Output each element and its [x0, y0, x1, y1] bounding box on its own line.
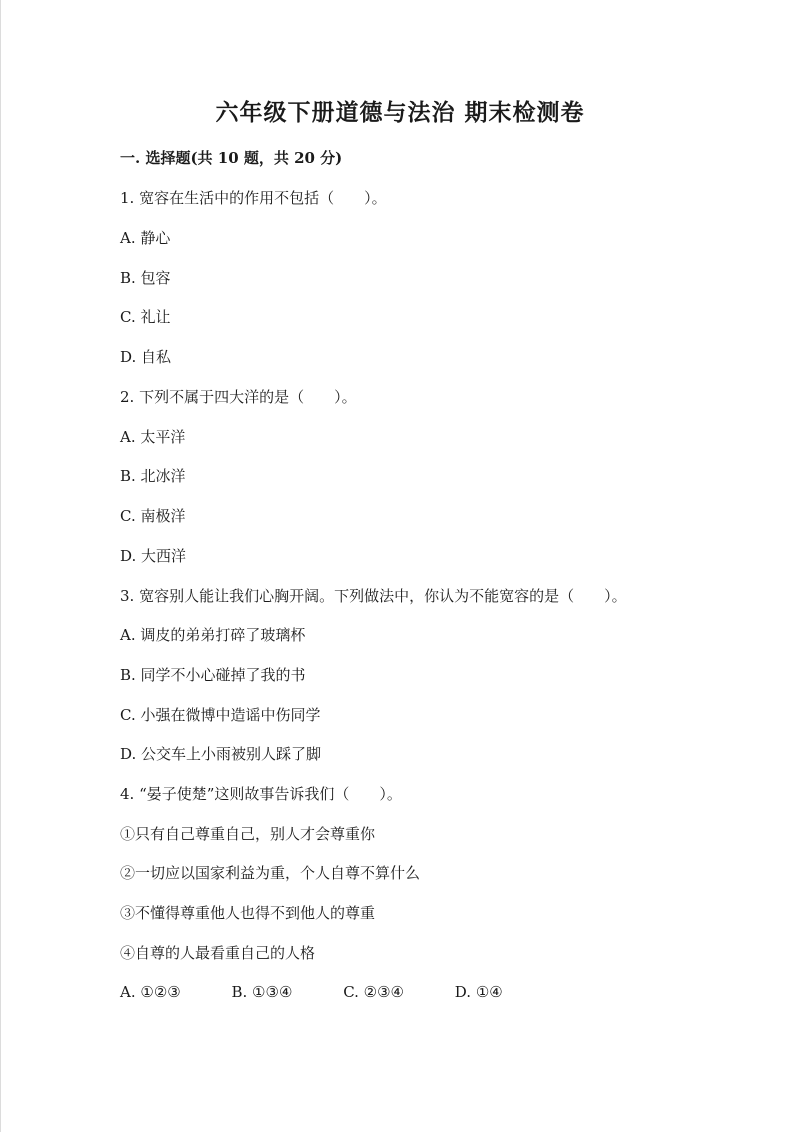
- question-3-option-c: C. 小强在微博中造谣中伤同学: [120, 706, 321, 724]
- question-1-option-b: B. 包容: [120, 269, 171, 287]
- question-4-statement-1: ①只有自己尊重自己，别人才会尊重你: [120, 825, 376, 843]
- question-2-option-b: B. 北冰洋: [120, 467, 186, 485]
- question-2-option-a: A. 太平洋: [120, 428, 186, 446]
- question-4-option-a: A. ①②③: [120, 983, 181, 1001]
- question-4-statement-4: ④自尊的人最看重自己的人格: [120, 944, 316, 962]
- page-title: 六年级下册道德与法治 期末检测卷: [215, 99, 585, 126]
- question-4-option-d: D. ①④: [454, 983, 503, 1001]
- question-1-option-c: C. 礼让: [120, 308, 171, 326]
- page-edge-line: [0, 0, 1, 1132]
- question-3-option-d: D. 公交车上小雨被别人踩了脚: [120, 745, 322, 763]
- question-3-option-a: A. 调皮的弟弟打碎了玻璃杯: [120, 626, 306, 644]
- question-4-statement-2: ②一切应以国家利益为重，个人自尊不算什么: [120, 864, 421, 882]
- section-heading: 一. 选择题(共 10 题，共 20 分): [120, 149, 343, 167]
- question-3-option-b: B. 同学不小心碰掉了我的书: [120, 666, 306, 684]
- question-4-stem: 4. “晏子使楚”这则故事告诉我们（ ）。: [120, 785, 402, 803]
- question-4-options: [120, 982, 503, 1002]
- question-1-option-a: A. 静心: [120, 229, 171, 247]
- question-2-option-d: D. 大西洋: [120, 547, 187, 565]
- question-4-option-c: C. ②③④: [343, 983, 405, 1001]
- question-4-option-b: B. ①③④: [231, 983, 293, 1001]
- question-1-stem: 1. 宽容在生活中的作用不包括（ ）。: [120, 189, 387, 207]
- question-3-stem: 3. 宽容别人能让我们心胸开阔。下列做法中，你认为不能宽容的是（ ）。: [120, 587, 627, 605]
- question-1-option-d: D. 自私: [120, 348, 172, 366]
- question-4-statement-3: ③不懂得尊重他人也得不到他人的尊重: [120, 904, 376, 922]
- question-2-stem: 2. 下列不属于四大洋的是（ ）。: [120, 388, 357, 406]
- question-2-option-c: C. 南极洋: [120, 507, 186, 525]
